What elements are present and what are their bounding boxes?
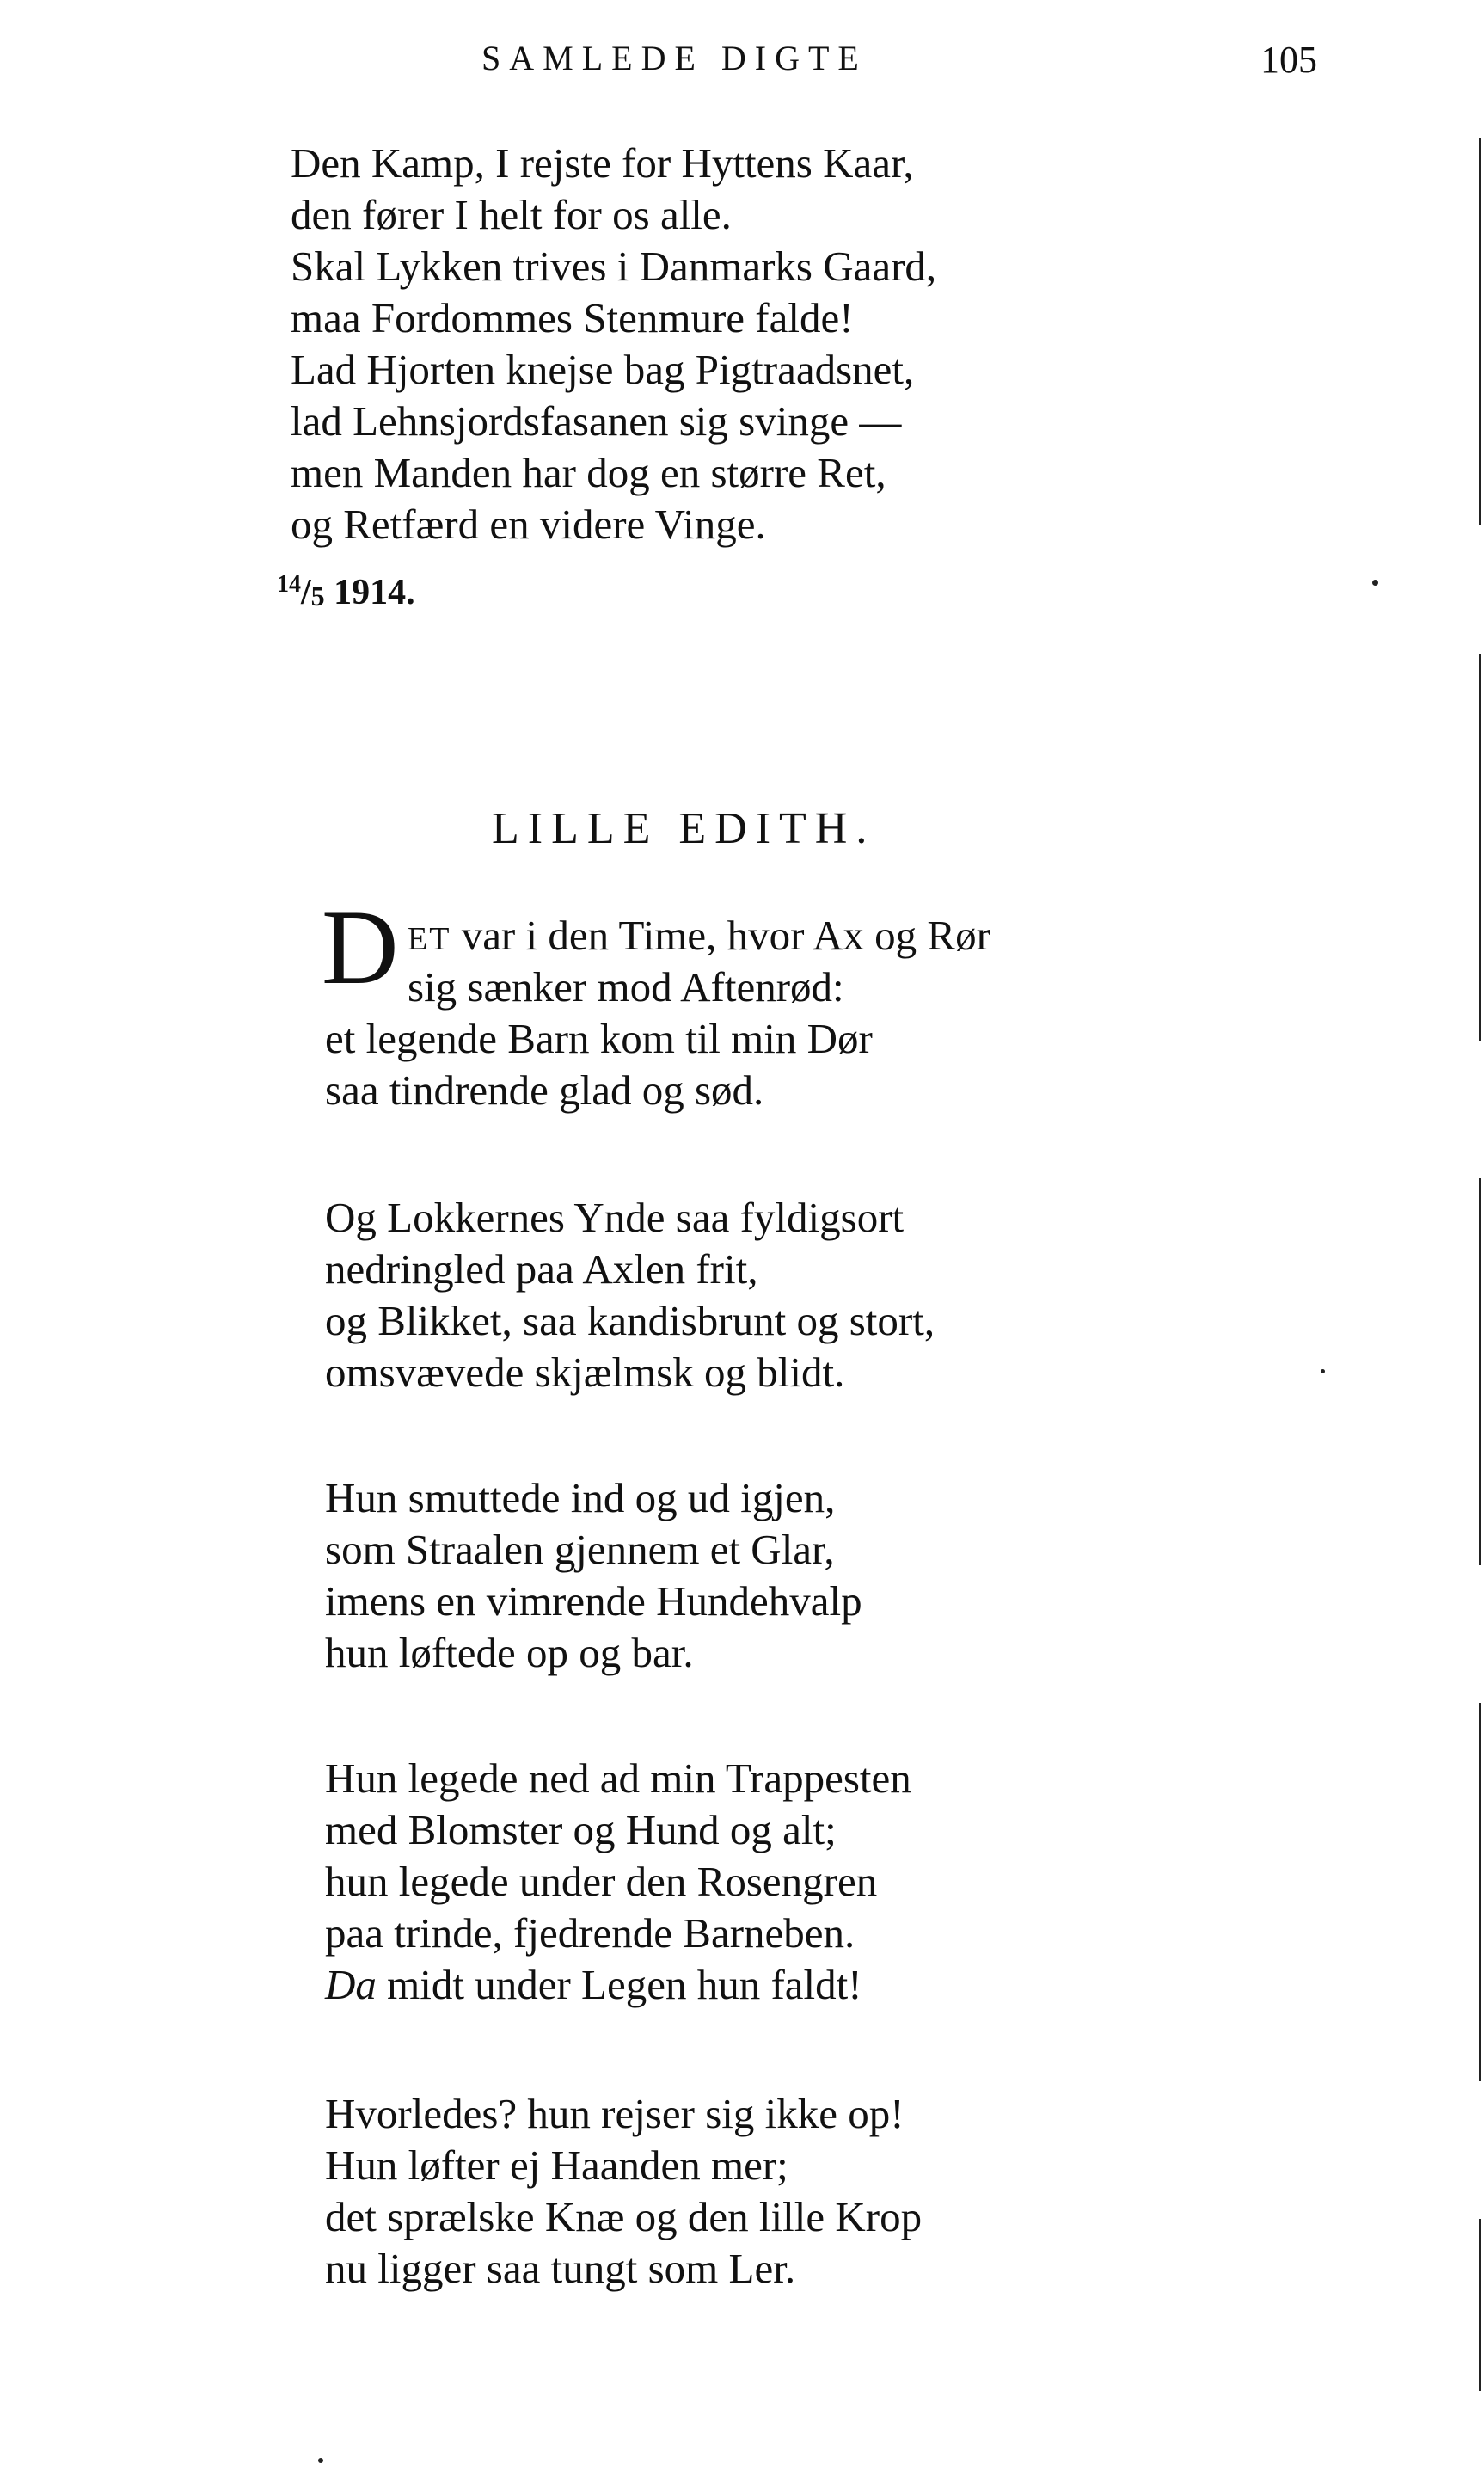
- scan-edge-line: [1479, 1703, 1481, 2081]
- verse-line: et legende Barn kom til min Dør: [325, 1015, 873, 1062]
- verse-line-last: [325, 1959, 911, 2011]
- poem-title: LILLE EDITH.: [492, 804, 876, 853]
- date-day: 14: [277, 571, 301, 598]
- scan-speck: [318, 2458, 323, 2463]
- verse-line: Hun legede ned ad min Trappesten: [325, 1754, 911, 1802]
- poem-date: $^{14}$/5 1914.: [277, 571, 415, 612]
- verse-line: som Straalen gjennem et Glar,: [325, 1526, 835, 1573]
- verse-line: omsvævede skjælmsk og blidt.: [325, 1349, 845, 1396]
- first-line-rest: var i den Time, hvor Ax og Rør: [461, 912, 990, 959]
- running-title: SAMLEDE DIGTE: [481, 39, 868, 77]
- verse-line: det sprælske Knæ og den lille Krop: [325, 2193, 923, 2240]
- stanza-5: [325, 2088, 922, 2295]
- date-year: 1914.: [334, 573, 415, 612]
- verse-line: og Blikket, saa kandisbrunt og stort,: [325, 1297, 935, 1344]
- verse-line: med Blomster og Hund og alt;: [325, 1806, 837, 1853]
- verse-line: lad Lehnsjordsfasanen sig svinge —: [291, 397, 902, 445]
- verse-line: men Manden har dog en større Ret,: [291, 449, 886, 496]
- scan-speck: [1372, 580, 1378, 586]
- verse-line: paa trinde, fjedrende Barneben.: [325, 1909, 855, 1957]
- drop-cap: D: [322, 888, 399, 1006]
- stanza-1: [325, 910, 990, 1116]
- verse-line: Og Lokkernes Ynde saa fyldigsort: [325, 1194, 905, 1241]
- verse-line: Den Kamp, I rejste for Hyttens Kaar,: [291, 139, 914, 187]
- verse-line: nu ligger saa tungt som Ler.: [325, 2245, 796, 2292]
- scan-edge-line: [1479, 2219, 1481, 2391]
- date-month: 5: [310, 581, 325, 611]
- page-number: 105: [1260, 39, 1317, 81]
- verse-line: saa tindrende glad og sød.: [325, 1066, 764, 1114]
- verse-line: Hvorledes? hun rejser sig ikke op!: [325, 2090, 905, 2137]
- verse-line: sig sænker mod Aftenrød:: [408, 963, 844, 1011]
- verse-line: Hun løfter ej Haanden mer;: [325, 2141, 788, 2189]
- verse-line: og Retfærd en videre Vinge.: [291, 501, 766, 548]
- verse-line: Skal Lykken trives i Danmarks Gaard,: [291, 243, 937, 290]
- verse-line: hun løftede op og bar.: [325, 1629, 694, 1676]
- previous-poem-ending: [291, 138, 936, 550]
- italic-word: Da: [325, 1961, 377, 2008]
- first-word-rest: ET: [408, 921, 451, 957]
- scan-edge-line: [1479, 138, 1481, 525]
- line-rest: midt under Legen hun faldt!: [387, 1961, 862, 2008]
- verse-line: nedringled paa Axlen frit,: [325, 1245, 758, 1293]
- verse-line: Lad Hjorten knejse bag Pigtraadsnet,: [291, 346, 915, 393]
- stanza-2: [325, 1192, 935, 1398]
- verse-line: maa Fordommes Stenmure falde!: [291, 294, 854, 341]
- verse-line: den fører I helt for os alle.: [291, 191, 732, 238]
- scan-edge-line: [1479, 1178, 1481, 1565]
- verse-line: Hun smuttede ind og ud igjen,: [325, 1474, 836, 1521]
- scan-edge-line: [1479, 654, 1481, 1041]
- stanza-3: [325, 1472, 862, 1679]
- verse-line: hun legede under den Rosengren: [325, 1858, 878, 1905]
- scan-speck: [1321, 1369, 1325, 1373]
- verse-line-first: [325, 910, 990, 962]
- stanza-4: [325, 1753, 911, 2011]
- verse-line: imens en vimrende Hundehvalp: [325, 1577, 862, 1625]
